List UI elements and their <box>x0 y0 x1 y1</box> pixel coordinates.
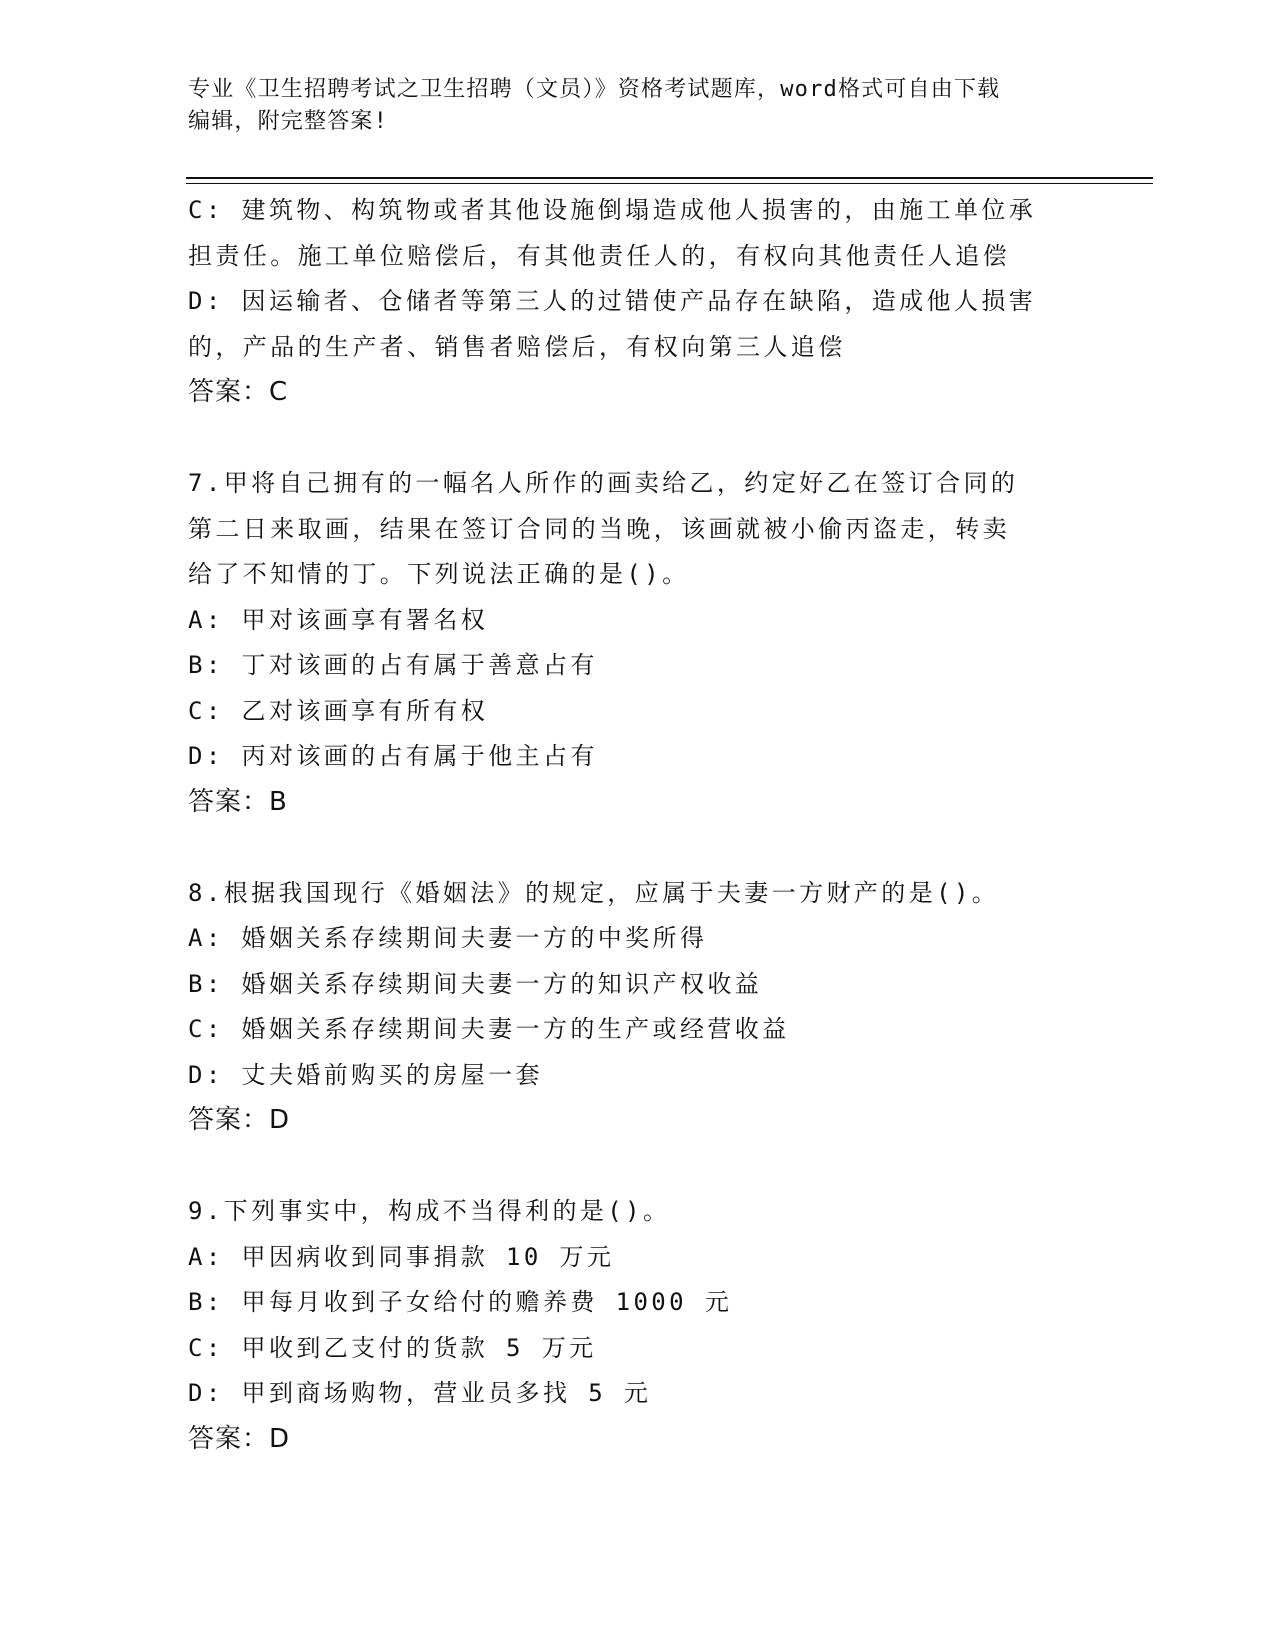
q9-option-d: D: 甲到商场购物，营业员多找 5 元 <box>188 1379 652 1407</box>
spacer <box>188 416 1088 462</box>
q6-option-c-line-1: C: 建筑物、构筑物或者其他设施倒塌造成他人损害的，由施工单位承 <box>188 196 1037 224</box>
header-line-2: 编辑，附完整答案! <box>188 109 389 134</box>
spacer <box>188 825 1088 871</box>
header-divider-thick <box>186 177 1153 179</box>
q6-answer: 答案：C <box>188 377 289 407</box>
header-line-1: 专业《卫生招聘考试之卫生招聘（文员）》资格考试题库，word格式可自由下载 <box>188 77 1001 102</box>
question-9 <box>188 1189 1088 1462</box>
q7-stem-line-2: 第二日来取画，结果在签订合同的当晚，该画就被小偷丙盗走，转卖 <box>188 514 1010 543</box>
q8-option-a: A: 婚姻关系存续期间夫妻一方的中奖所得 <box>188 924 708 952</box>
q9-option-b: B: 甲每月收到子女给付的赡养费 1000 元 <box>188 1288 733 1316</box>
q9-option-a: A: 甲因病收到同事捐款 10 万元 <box>188 1242 615 1271</box>
q6-option-d-line-1: D: 因运输者、仓储者等第三人的过错使产品存在缺陷，造成他人损害 <box>188 287 1037 315</box>
q8-option-c: C: 婚姻关系存续期间夫妻一方的生产或经营收益 <box>188 1015 790 1043</box>
q7-option-a: A: 甲对该画享有署名权 <box>188 605 489 634</box>
header-divider-thin <box>186 183 1153 184</box>
q9-answer: 答案：D <box>188 1423 291 1454</box>
q8-option-b: B: 婚姻关系存续期间夫妻一方的知识产权收益 <box>188 969 763 998</box>
q9-option-c: C: 甲收到乙支付的货款 5 万元 <box>188 1333 597 1362</box>
q8-option-d: D: 丈夫婚前购买的房屋一套 <box>188 1060 543 1089</box>
q8-answer: 答案：D <box>188 1105 291 1135</box>
question-8 <box>188 871 1088 1144</box>
q7-stem-line-1: 7.甲将自己拥有的一幅名人所作的画卖给乙，约定好乙在签订合同的 <box>188 469 1019 497</box>
q7-option-d: D: 丙对该画的占有属于他主占有 <box>188 742 598 770</box>
question-6-continued <box>188 188 1088 416</box>
q6-option-d-line-2: 的，产品的生产者、销售者赔偿后，有权向第三人追偿 <box>188 332 846 361</box>
q8-stem: 8.根据我国现行《婚姻法》的规定，应属于夫妻一方财产的是()。 <box>188 878 1000 907</box>
q7-answer: 答案：B <box>188 786 288 817</box>
q9-stem: 9.下列事实中，构成不当得利的是()。 <box>188 1197 671 1225</box>
q7-option-c: C: 乙对该画享有所有权 <box>188 696 489 725</box>
q7-stem-line-3: 给了不知情的丁。下列说法正确的是()。 <box>188 560 690 588</box>
question-7 <box>188 461 1088 825</box>
document-body <box>188 188 1088 1462</box>
q6-option-c-line-2: 担责任。施工单位赔偿后，有其他责任人的，有权向其他责任人追偿 <box>188 241 1010 270</box>
document-header <box>188 74 1078 138</box>
spacer <box>188 1144 1088 1190</box>
q7-option-b: B: 丁对该画的占有属于善意占有 <box>188 651 598 679</box>
